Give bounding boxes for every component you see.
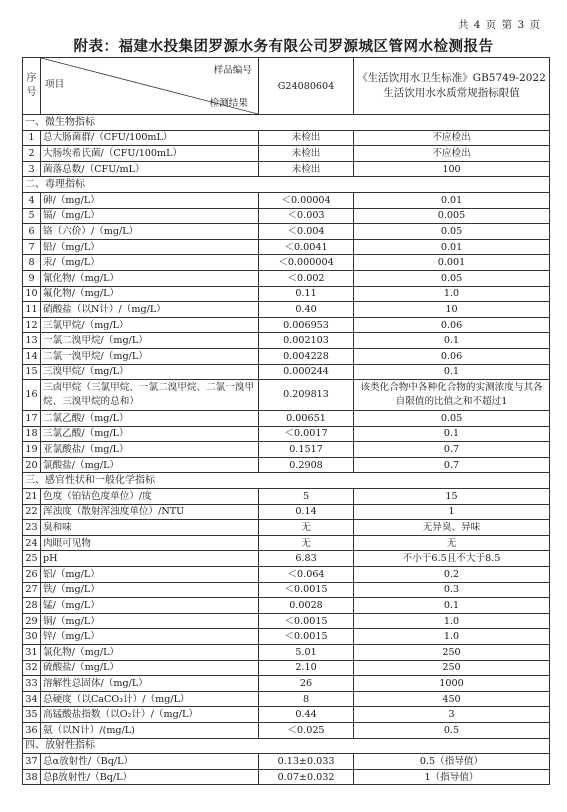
row-number: 21 [23,489,41,505]
row-result: 0.0028 [259,598,354,614]
row-number: 15 [23,364,41,380]
row-item: 氯酸盐/（mg/L） [41,457,259,473]
row-number: 4 [23,192,41,208]
row-result: ＜0.025 [259,722,354,738]
row-limit: 250 [354,660,550,676]
row-result: 5 [259,489,354,505]
row-limit: 0.5 [354,722,550,738]
row-item: 浑浊度（散射浑浊度单位）/NTU [41,504,259,520]
row-result: ＜0.0015 [259,629,354,645]
row-number: 26 [23,567,41,583]
row-number: 9 [23,270,41,286]
table-row [23,707,550,723]
row-result: 2.10 [259,660,354,676]
row-limit: 0.05 [354,224,550,240]
row-limit: 0.05 [354,270,550,286]
row-limit: 无异臭、异味 [354,520,550,536]
table-row [23,348,550,364]
row-item: 亚氯酸盐/（mg/L） [41,442,259,458]
row-limit: 0.01 [354,192,550,208]
row-result: 0.07±0.032 [259,769,354,785]
row-number: 5 [23,208,41,224]
row-result: 26 [259,676,354,692]
header-item-cell [41,58,259,115]
table-row [23,161,550,177]
row-limit: 0.3 [354,582,550,598]
row-number: 33 [23,676,41,692]
row-number: 1 [23,130,41,146]
row-item: 铁/（mg/L） [41,582,259,598]
table-row [23,286,550,302]
row-result: ＜0.0017 [259,426,354,442]
row-item: 溶解性总固体/（mg/L） [41,676,259,692]
row-limit: 0.05 [354,411,550,427]
row-number: 22 [23,504,41,520]
row-number: 29 [23,613,41,629]
row-result: 0.44 [259,707,354,723]
row-number: 14 [23,348,41,364]
table-row [23,676,550,692]
row-number: 7 [23,239,41,255]
row-limit: 1（指导值） [354,769,550,785]
row-number: 37 [23,754,41,770]
row-number: 24 [23,535,41,551]
table-row [23,691,550,707]
row-limit: 3 [354,707,550,723]
table-row [23,567,550,583]
row-item: pH [41,551,259,567]
table-row [23,504,550,520]
table-row [23,598,550,614]
table-row [23,551,550,567]
section-header-row [23,177,550,193]
table-row [23,754,550,770]
row-item: 铅/（mg/L） [41,239,259,255]
row-result: 5.01 [259,645,354,661]
row-item: 大肠埃希氏菌/（CFU/100mL） [41,146,259,162]
row-result: 0.14 [259,504,354,520]
row-limit: 1.0 [354,629,550,645]
table-row [23,208,550,224]
table-row [23,130,550,146]
row-result: 0.006953 [259,317,354,333]
row-result: ＜0.003 [259,208,354,224]
row-number: 19 [23,442,41,458]
row-number: 18 [23,426,41,442]
row-item: 铜/（mg/L） [41,613,259,629]
row-limit: 0.1 [354,426,550,442]
table-row [23,613,550,629]
row-number: 38 [23,769,41,785]
row-item: 三溴甲烷/（mg/L） [41,364,259,380]
section-header-row [23,115,550,131]
table-row [23,411,550,427]
row-limit: 0.1 [354,333,550,349]
report-title: 附表：福建水投集团罗源水务有限公司罗源城区管网水检测报告 [73,38,494,55]
row-item: 氯化物/（mg/L） [41,645,259,661]
row-number: 31 [23,645,41,661]
row-limit: 不小于6.5且不大于8.5 [354,551,550,567]
row-result: ＜0.0015 [259,582,354,598]
header-sample-id: G24080604 [259,58,354,115]
row-number: 20 [23,457,41,473]
row-item: 臭和味 [41,520,259,536]
row-number: 27 [23,582,41,598]
row-result: ＜0.0041 [259,239,354,255]
section-title: 二、毒理指标 [23,177,550,193]
table-row [23,520,550,536]
row-number: 36 [23,722,41,738]
page-number: 共 4 页 第 3 页 [457,19,541,31]
section-header-row [23,738,550,754]
row-limit: 1000 [354,676,550,692]
row-item: 高锰酸盐指数（以O₂计）/（mg/L） [41,707,259,723]
row-result: 6.83 [259,551,354,567]
table-row [23,364,550,380]
row-result: 0.11 [259,286,354,302]
row-result: 0.004228 [259,348,354,364]
row-limit: 0.2 [354,567,550,583]
table-row [23,426,550,442]
row-limit: 0.06 [354,348,550,364]
row-result: 未检出 [259,161,354,177]
row-item: 汞/（mg/L） [41,255,259,271]
row-limit: 250 [354,645,550,661]
table-row [23,302,550,318]
header-seq: 序号 [23,58,41,115]
row-result: 0.002103 [259,333,354,349]
row-limit: 0.1 [354,598,550,614]
row-number: 8 [23,255,41,271]
row-number: 34 [23,691,41,707]
row-item: 总大肠菌群/（CFU/100mL） [41,130,259,146]
row-number: 2 [23,146,41,162]
row-number: 32 [23,660,41,676]
row-item: 锌/（mg/L） [41,629,259,645]
row-limit: 0.005 [354,208,550,224]
row-result: ＜0.064 [259,567,354,583]
header-item-label: 项目 [45,79,65,90]
table-row [23,255,550,271]
row-limit: 100 [354,161,550,177]
row-number: 23 [23,520,41,536]
row-result: ＜0.000004 [259,255,354,271]
row-item: 总硬度（以CaCO₃计）/（mg/L） [41,691,259,707]
row-limit: 不应检出 [354,146,550,162]
row-result: 0.209813 [259,380,354,411]
row-item: 镉/（mg/L） [41,208,259,224]
row-number: 3 [23,161,41,177]
row-limit: 1 [354,504,550,520]
table-row [23,769,550,785]
row-limit: 0.06 [354,317,550,333]
row-item: 氨（以N计）/(mg/L) [41,722,259,738]
row-limit: 0.01 [354,239,550,255]
row-item: 菌落总数/（CFU/mL） [41,161,259,177]
table-row [23,317,550,333]
table-header-row [23,58,550,115]
row-limit: 无 [354,535,550,551]
row-item: 二氯乙酸/（mg/L） [41,411,259,427]
row-result: ＜0.004 [259,224,354,240]
row-result: 8 [259,691,354,707]
row-number: 13 [23,333,41,349]
row-item: 硝酸盐（以N计）/（mg/L） [41,302,259,318]
row-number: 12 [23,317,41,333]
table-row [23,192,550,208]
row-result: 无 [259,535,354,551]
header-sample-no-label: 样品编号 [213,65,252,76]
row-limit: 10 [354,302,550,318]
row-number: 28 [23,598,41,614]
table-row [23,645,550,661]
row-limit: 15 [354,489,550,505]
row-item: 氟化物/（mg/L） [41,286,259,302]
row-limit: 0.001 [354,255,550,271]
row-limit: 该类化合物中各种化合物的实测浓度与其各自限值的比值之和不超过1 [354,380,550,411]
row-result: ＜0.002 [259,270,354,286]
section-title: 一、微生物指标 [23,115,550,131]
row-item: 硫酸盐/（mg/L） [41,660,259,676]
row-item: 三卤甲烷（三氯甲烷、一氯二溴甲烷、二氯一溴甲烷、三溴甲烷的总和） [41,380,259,411]
row-result: ＜0.0015 [259,613,354,629]
row-limit: 0.7 [354,442,550,458]
row-item: 肉眼可见物 [41,535,259,551]
table-row [23,442,550,458]
header-standard: 《生活饮用水卫生标准》GB5749-2022 生活饮用水水质常规指标限值 [354,58,550,115]
table-row [23,629,550,645]
section-title: 三、感官性状和一般化学指标 [23,473,550,489]
section-header-row [23,473,550,489]
row-result: 无 [259,520,354,536]
table-row [23,722,550,738]
section-title: 四、放射性指标 [23,738,550,754]
row-result: 0.1517 [259,442,354,458]
row-item: 一氯二溴甲烷/（mg/L） [41,333,259,349]
row-item: 氰化物/（mg/L） [41,270,259,286]
row-number: 6 [23,224,41,240]
table-row [23,224,550,240]
row-limit: 0.7 [354,457,550,473]
row-limit: 0.1 [354,364,550,380]
table-row [23,582,550,598]
row-item: 砷/（mg/L） [41,192,259,208]
row-limit: 0.5（指导值） [354,754,550,770]
table-row [23,489,550,505]
row-item: 三氯乙酸/（mg/L） [41,426,259,442]
row-number: 11 [23,302,41,318]
row-result: 0.000244 [259,364,354,380]
table-row [23,146,550,162]
table-row [23,380,550,411]
row-result: 0.13±0.033 [259,754,354,770]
row-result: 0.40 [259,302,354,318]
row-result: 未检出 [259,130,354,146]
header-result-label: 检测结果 [209,98,248,109]
row-number: 35 [23,707,41,723]
row-result: 0.00651 [259,411,354,427]
row-item: 铝/（mg/L） [41,567,259,583]
row-number: 17 [23,411,41,427]
row-item: 总β放射性/（Bq/L） [41,769,259,785]
table-row [23,660,550,676]
row-item: 铬（六价）/（mg/L） [41,224,259,240]
row-number: 30 [23,629,41,645]
table-row [23,535,550,551]
row-item: 锰/（mg/L） [41,598,259,614]
table-row [23,239,550,255]
row-number: 10 [23,286,41,302]
row-limit: 1.0 [354,286,550,302]
row-limit: 不应检出 [354,130,550,146]
row-result: 未检出 [259,146,354,162]
table-row [23,457,550,473]
row-item: 总α放射性/（Bq/L） [41,754,259,770]
row-result: ＜0.00004 [259,192,354,208]
table-row [23,270,550,286]
row-item: 三氯甲烷/（mg/L） [41,317,259,333]
row-item: 色度（铂钴色度单位）/度 [41,489,259,505]
results-table [22,57,550,785]
table-row [23,333,550,349]
row-item: 二氯一溴甲烷/（mg/L） [41,348,259,364]
row-number: 16 [23,380,41,411]
row-result: 0.2908 [259,457,354,473]
row-limit: 1.0 [354,613,550,629]
row-limit: 450 [354,691,550,707]
row-number: 25 [23,551,41,567]
